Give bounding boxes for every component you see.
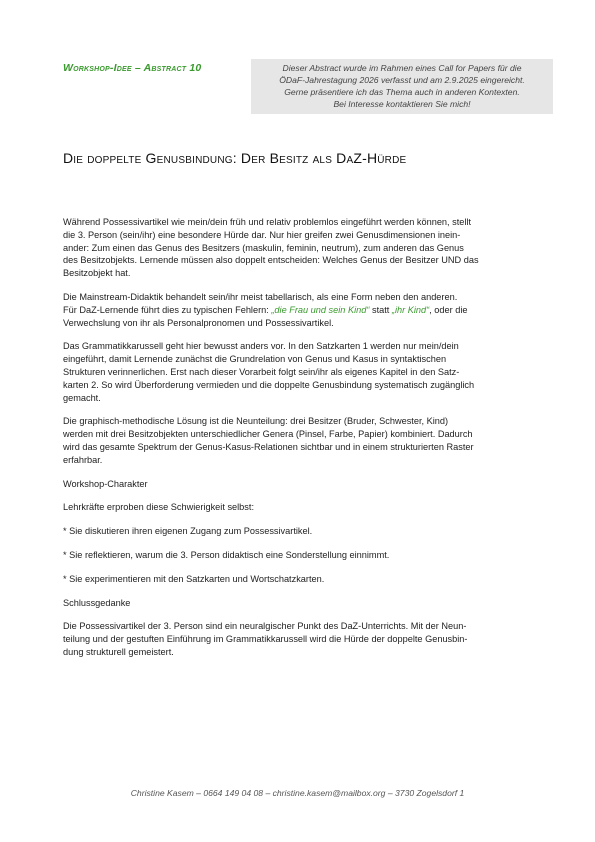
text-line: erfahrbar. xyxy=(63,454,103,465)
paragraph-lehrkraefte: Lehrkräfte erproben diese Schwierigkeit selbst: xyxy=(63,502,254,513)
text-line: Die graphisch-methodische Lösung ist die Neunteilung: drei Besitzer (Bruder, Schwester, Kind) xyxy=(63,416,449,427)
note-line: Gerne präsentiere ich das Thema auch in anderen Kontexten. xyxy=(284,87,520,97)
correct-example: „ihr Kind“ xyxy=(391,304,430,315)
paragraph-neunteilung xyxy=(63,415,555,466)
text-line: Verwechslung von ihr als Personalpronomen und Possessivartikel. xyxy=(63,317,334,328)
text-line xyxy=(63,304,555,317)
text-line: Besitzobjekt hat. xyxy=(63,268,131,279)
text-line: Die Mainstream-Didaktik behandelt sein/ihr meist tabellarisch, als eine Form neben den anderen. xyxy=(63,291,458,302)
page-title: Die doppelte Genusbindung: Der Besitz als DaZ-Hürde xyxy=(63,150,407,166)
text-line: die 3. Person (sein/ihr) eine besondere Hürde dar. Nur hier greifen zwei Genusdimensionen inein- xyxy=(63,229,461,240)
text-line: des Besitzobjekts. Lernende müssen also doppelt entscheiden: Welches Genus der Besitzer UND das xyxy=(63,255,479,266)
text-line: gemacht. xyxy=(63,392,101,403)
paragraph-intro xyxy=(63,216,555,280)
text-line: wird das gesamte Spektrum der Genus-Kasus-Relationen sichtbar und in einem strukturierten Raster xyxy=(63,441,474,452)
footer-contact: Christine Kasem – 0664 149 04 08 – christine.kasem@mailbox.org – 3730 Zogelsdorf 1 xyxy=(130,788,465,798)
text-line: Das Grammatikkarussell geht hier bewusst anders vor. In den Satzkarten 1 werden nur mein/dein xyxy=(63,341,459,352)
note-line: ÖDaF-Jahrestagung 2026 verfasst und am 2.9.2025 eingereicht. xyxy=(279,75,525,85)
text-line: ander: Zum einen das Genus des Besitzers (maskulin, feminin, neutrum), zum anderen das Genus xyxy=(63,242,464,253)
header-tag: Workshop-Idee – Abstract 10 xyxy=(63,62,202,74)
note-line: Dieser Abstract wurde im Rahmen eines Call for Papers für die xyxy=(282,63,522,73)
bullet-item: * Sie experimentieren mit den Satzkarten und Wortschatzkarten. xyxy=(63,573,325,584)
text-line: karten 2. So wird Überforderung vermieden und die doppelte Genusbindung systematisch zugänglich xyxy=(63,379,475,390)
text-line: Die Possessivartikel der 3. Person sind ein neuralgischer Punkt des DaZ-Unterrichts. Mit der Neun- xyxy=(63,621,467,632)
paragraph-karussell xyxy=(63,340,555,404)
error-example: „die Frau und sein Kind“ xyxy=(271,304,370,315)
text-segment: Für DaZ-Lernende führt dies zu typischen Fehlern: xyxy=(63,304,272,315)
document-body xyxy=(63,216,555,670)
note-line: Bei Interesse kontaktieren Sie mich! xyxy=(333,99,471,109)
paragraph-mainstream xyxy=(63,291,555,329)
submission-note xyxy=(251,59,553,114)
section-heading-schluss: Schlussgedanke xyxy=(63,597,131,608)
bullet-item: * Sie reflektieren, warum die 3. Person didaktisch eine Sonderstellung einnimmt. xyxy=(63,549,390,560)
text-segment: , oder die xyxy=(429,304,468,315)
text-segment: statt xyxy=(369,304,392,315)
text-line: dung strukturell gemeistert. xyxy=(63,646,174,657)
text-line: eingeführt, damit Lernende zunächst die Grundrelation von Genus und Kasus in syntaktischen xyxy=(63,354,447,365)
text-line: Während Possessivartikel wie mein/dein früh und relativ problemlos eingeführt werden können, stellt xyxy=(63,217,472,227)
text-line: teilung und der gestuften Einführung im Grammatikkarussell wird die Hürde der doppelte Genusbin- xyxy=(63,634,468,645)
text-line: Strukturen verinnerlichen. Erst nach dieser Vorarbeit folgt sein/ihr als eigenes Kapitel in den Satz- xyxy=(63,366,460,377)
paragraph-conclusion xyxy=(63,620,555,658)
bullet-item: * Sie diskutieren ihren eigenen Zugang zum Possessivartikel. xyxy=(63,526,313,537)
text-line: werden mit drei Besitzobjekten unterschiedlicher Genera (Pinsel, Farbe, Papier) kombiniert. Dadurch xyxy=(63,429,473,440)
section-heading-workshop: Workshop-Charakter xyxy=(63,478,148,489)
